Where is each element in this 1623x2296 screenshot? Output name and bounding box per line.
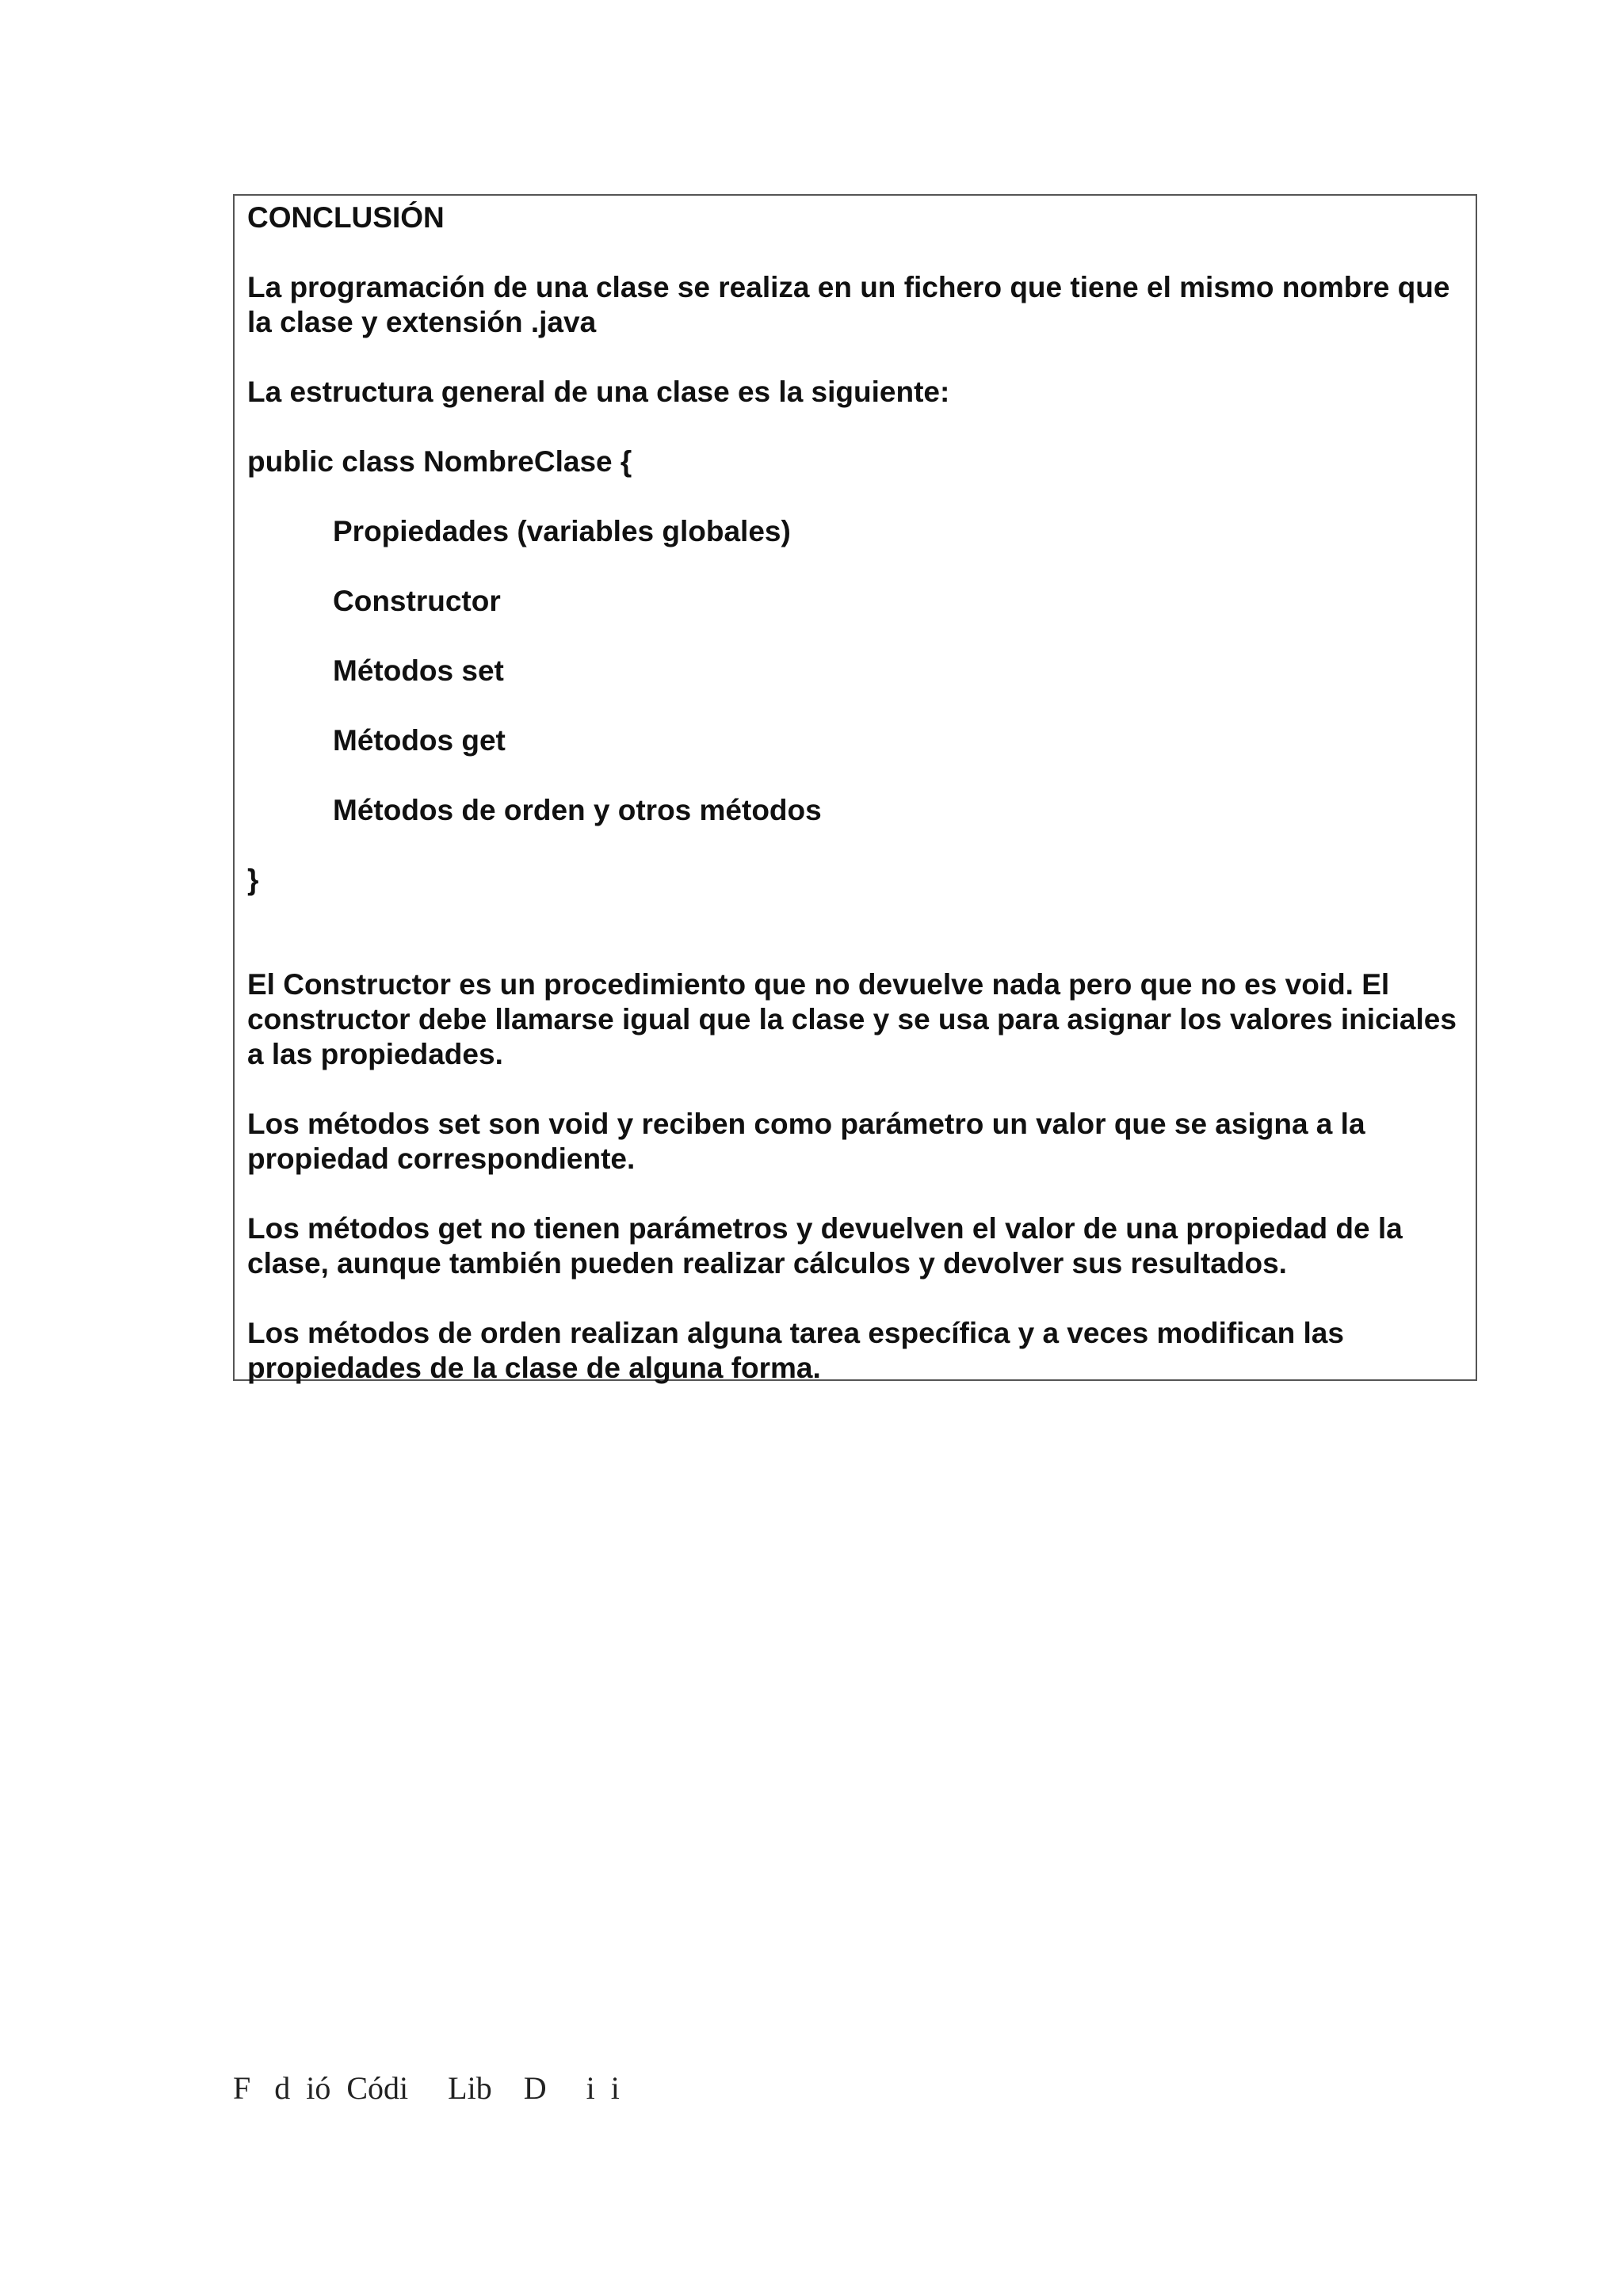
set-methods-paragraph: Los métodos set son void y reciben como parámetro un valor que se asigna a la propiedad correspondiente. <box>247 1108 1373 1175</box>
intro-paragraph: La programación de una clase se realiza en un fichero que tiene el mismo nombre que la clase y extensión .java <box>247 271 1458 338</box>
member-order-methods: Métodos de orden y otros métodos <box>333 794 822 826</box>
structure-title: La estructura general de una clase es la siguiente: <box>247 376 950 408</box>
constructor-paragraph: El Constructor es un procedimiento que no devuelve nada pero que no es void. El constructor debe llamarse igual que la clase y se usa para asignar los valores iniciales a las propiedades. <box>247 968 1465 1070</box>
member-get-methods: Métodos get <box>333 724 506 757</box>
class-close-line: } <box>247 864 259 896</box>
class-open-line: public class NombreClase { <box>247 445 632 478</box>
page-footer: F d ió Códi Lib D i i <box>233 2070 620 2106</box>
order-methods-paragraph: Los métodos de orden realizan alguna tarea específica y a veces modifican las propiedades de la clase de alguna forma. <box>247 1317 1353 1384</box>
member-constructor: Constructor <box>333 585 501 617</box>
get-methods-paragraph: Los métodos get no tienen parámetros y devuelven el valor de una propiedad de la clase, aunque también pueden realizar cálculos y devolver sus resultados. <box>247 1212 1411 1280</box>
member-properties: Propiedades (variables globales) <box>333 515 791 547</box>
conclusion-box <box>233 194 1477 1384</box>
conclusion-heading: CONCLUSIÓN <box>247 201 445 234</box>
member-set-methods: Métodos set <box>333 654 504 687</box>
